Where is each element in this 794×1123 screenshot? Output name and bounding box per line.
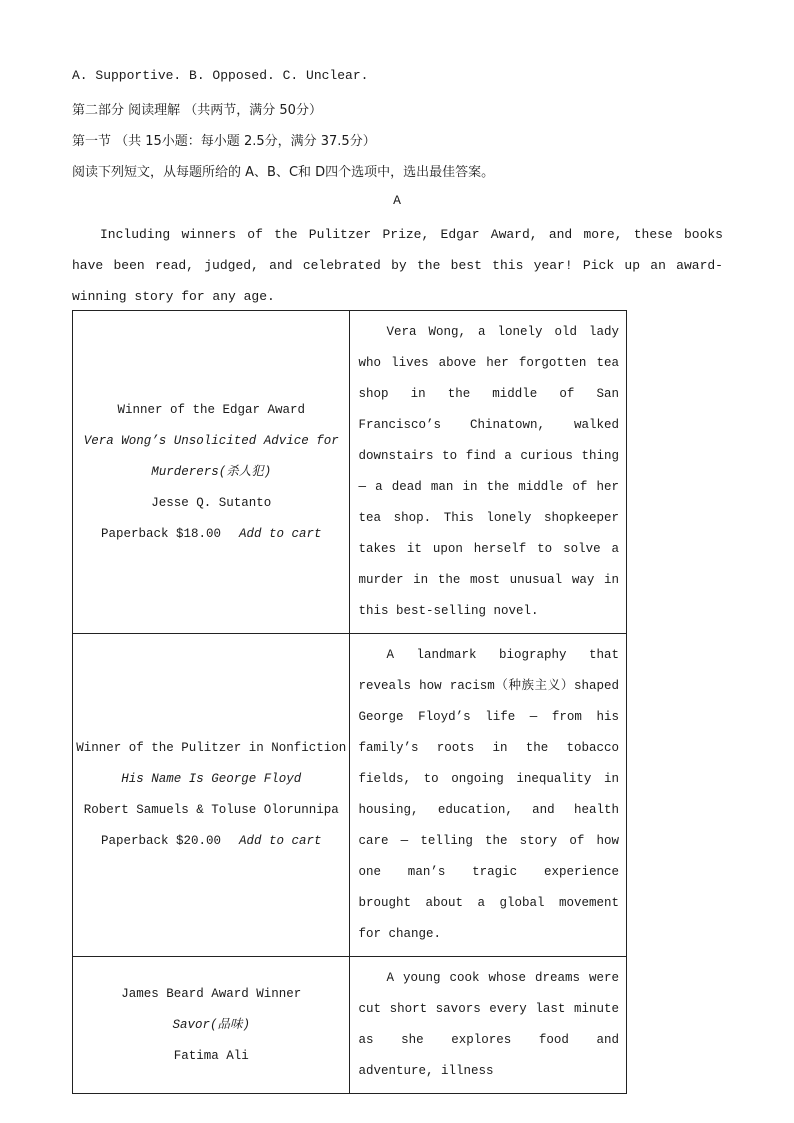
book-price: Paperback $20.00 (100, 834, 221, 848)
book-row (73, 311, 627, 634)
book-description: A landmark biography that reveals how racism（种族主义）shaped George Floyd’s life — from his family’s roots in the tobacco fields, to ongoing inequality in housing, education, and health care — telling the story of how one man’s tragic experience brought about a global movement for change. (358, 648, 619, 941)
award-label: Winner of the Pulitzer in Nonfiction (76, 741, 347, 755)
book-author: Jesse Q. Sutanto (151, 495, 272, 510)
book-author: Robert Samuels & Toluse Olorunnipa (83, 803, 339, 817)
book-description: A young cook whose dreams were cut short savors every last minute as she explores food and adventure, illness (358, 971, 619, 1078)
book-description: Vera Wong, a lonely old lady who lives above her forgotten tea shop in the middle of San Francisco’s Chinatown, walked downstairs to find a curious thing — a dead man in the middle of her tea shop. This lonely shopkeeper takes it upon herself to solve a murder in the most unusual way in this best-selling novel. (358, 325, 619, 618)
award-label: James Beard Award Winner (121, 986, 302, 1001)
book-row (73, 957, 627, 1094)
previous-question-options: A. Supportive. B. Opposed. C. Unclear. (72, 68, 369, 83)
book-description-cell (350, 311, 627, 634)
book-description-cell (350, 634, 627, 957)
section1-heading: 第一节 （共 15小题：每小题 2.5分，满分 37.5分） (72, 134, 376, 149)
price-row (73, 826, 349, 857)
book-title-cont: Murderers(杀人犯) (151, 464, 272, 479)
passage-intro (72, 219, 723, 312)
book-title: Vera Wong’s Unsolicited Advice for (83, 433, 339, 448)
book-row (73, 634, 627, 957)
part2-heading: 第二部分 阅读理解 （共两节，满分 50分） (72, 103, 322, 118)
book-title: Savor(品味) (172, 1017, 250, 1032)
price-row (73, 519, 349, 550)
add-to-cart-link[interactable]: Add to cart (239, 834, 322, 848)
add-to-cart-link[interactable]: Add to cart (239, 526, 322, 541)
book-title: His Name Is George Floyd (121, 772, 302, 786)
book-info-cell (73, 311, 350, 634)
book-description-cell (350, 957, 627, 1094)
award-label: Winner of the Edgar Award (117, 402, 305, 417)
book-table (72, 310, 627, 1094)
intro-paragraph: Including winners of the Pulitzer Prize, Edgar Award, and more, these books have been read, judged, and celebrated by the best this year! Pick up an award-winning story for any age. (72, 227, 723, 304)
book-author: Fatima Ali (173, 1048, 249, 1063)
passage-label: A (393, 193, 401, 208)
book-info-cell (73, 634, 350, 957)
book-info-cell (73, 957, 350, 1094)
book-price: Paperback $18.00 (100, 526, 221, 541)
instructions: 阅读下列短文，从每题所给的 A、B、C和 D四个选项中，选出最佳答案。 (72, 165, 495, 180)
